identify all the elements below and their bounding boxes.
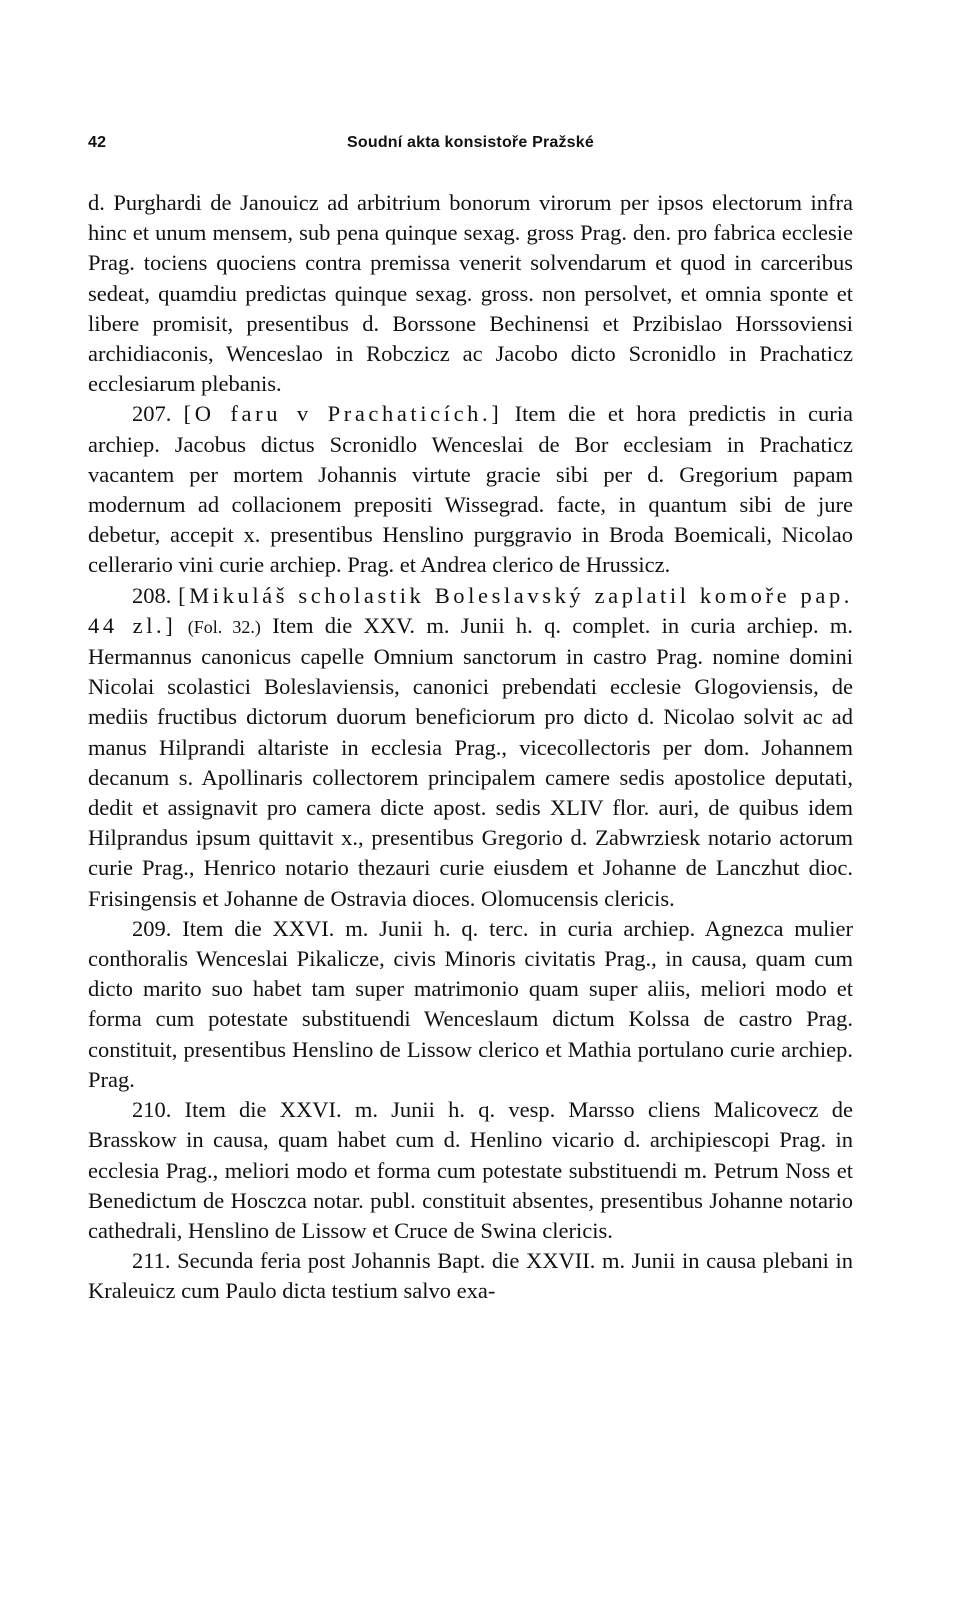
entry-heading: [O faru v Prachaticích.] bbox=[183, 401, 503, 427]
running-head bbox=[88, 128, 853, 158]
entry-text: Secunda feria post Johannis Bapt. die XXVII. m. Junii in causa plebani in Kraleuicz cum Paulo dicta testium salvo exa- bbox=[88, 1248, 853, 1304]
paragraph-continuation bbox=[88, 188, 853, 399]
entry-number: 210. bbox=[132, 1097, 172, 1123]
entry-207 bbox=[88, 399, 853, 580]
entry-number: 209. bbox=[132, 915, 172, 941]
entry-text: Item die XXV. m. Junii h. q. complet. in curia archiep. m. Hermannus canonicus capelle Omnium sanctorum in castro Prag. nomine domini Nicolai scolastici Boleslaviensis, canonici prebendati ecclesie Glogoviensis, de mediis fructibus dictorum duorum beneficiorum pro dicto d. Nicolao solvit ac ad manus Hilprandi altariste in ecclesia Prag., vicecollectoris per dom. Johannem decanum s. Apollinaris collectorem principalem camere sedis apostolice deputati, dedit et assignavit pro camera dicte apost. sedis XLIV flor. auri, de quibus idem Hilprandus ipsum quittavit x., presentibus Gregorio d. Zabwrziesk notario actorum curie Prag., Henrico notario thezauri curie eiusdem et Johanne de Lanczhut dioc. Frisingensis et Johanne de Ostravia dioces. Olomucensis clericis. bbox=[88, 612, 854, 911]
entry-text: Item die XXVI. m. Junii h. q. terc. in curia archiep. Agnezca mulier conthoralis Wenceslai Pikalicze, civis Minoris civitatis Prag., in causa, quam cum dicto marito suo habet tam super matrimonio quam super aliis, meliori modo et forma cum potestate substituendi Wenceslaum dictum Kolssa de castro Prag. constituit, presentibus Henslino de Lissow clerico et Mathia portulano curie archiep. Prag. bbox=[88, 915, 854, 1092]
entry-208 bbox=[88, 581, 853, 914]
page-number: 42 bbox=[88, 134, 107, 151]
page bbox=[88, 128, 853, 1307]
entry-209 bbox=[88, 914, 853, 1095]
entry-211 bbox=[88, 1246, 853, 1306]
entry-text: Item die et hora predictis in curia archiep. Jacobus dictus Scronidlo Wenceslai de Bor ecclesiam in Prachaticz vacantem per mortem Johannis virtute gracie sibi per d. Gregorium papam modernum ad collacionem prepositi Wissegrad. facte, in quantum sibi de jure debetur, accepit x. presentibus Henslino purggravio in Broda Boemicali, Nicolao cellerario vini curie archiep. Prag. et Andrea clerico de Hrussicz. bbox=[88, 401, 853, 578]
body-text bbox=[88, 188, 853, 1307]
entry-number: 211. bbox=[132, 1248, 171, 1274]
entry-heading: [Mikuláš scholastik Boleslavský zaplatil komoře pap. 44 zl.] bbox=[88, 582, 854, 638]
entry-number: 208. bbox=[132, 582, 172, 608]
entry-text: Item die XXVI. m. Junii h. q. vesp. Marsso cliens Malicovecz de Brasskow in causa, quam habet cum d. Henlino vicario d. archipiescopi Prag. in ecclesia Prag., meliori modo et forma cum potestate substituendi m. Petrum Noss et Benedictum de Hosczca notar. publ. constituit absentes, presentibus Johanne notario cathedrali, Henslino de Lissow et Cruce de Swina clericis. bbox=[88, 1097, 853, 1243]
entry-number: 207. bbox=[132, 401, 172, 427]
paragraph-text: d. Purghardi de Janouicz ad arbitrium bonorum virorum per ipsos electorum infra hinc et unum mensem, sub pena quinque sexag. gross Prag. den. pro fabrica ecclesie Prag. tociens quociens contra premissa venerit solvendarum et quod in carceribus sedeat, quamdiu predictas quinque sexag. gross. non persolvet, et omnia sponte et libere promisit, presentibus d. Borssone Bechinensi et Przibislao Horssoviensi archidiaconis, Wenceslao in Robczicz ac Jacobo dicto Scronidlo in Prachaticz ecclesiarum plebanis. bbox=[88, 190, 853, 397]
folio-reference: (Fol. 32.) bbox=[187, 616, 261, 637]
entry-210 bbox=[88, 1095, 853, 1246]
running-title: Soudní akta konsistoře Pražské bbox=[347, 134, 594, 151]
